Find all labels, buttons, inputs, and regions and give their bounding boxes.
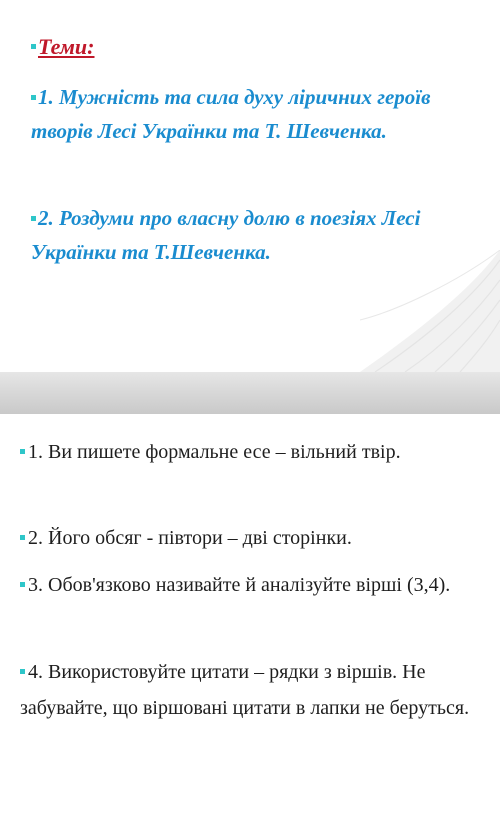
rule-text: 4. Використовуйте цитати – рядки з віршів. Не забувайте, що віршовані цитати в лапки не беруться. xyxy=(20,661,470,719)
rule-text: 2. Його обсяг - півтори – дві сторінки. xyxy=(28,527,352,549)
topic-item xyxy=(31,80,471,148)
rule-text: 3. Обов'язково називайте й аналізуйте вірші (3,4). xyxy=(28,574,451,596)
rule-item xyxy=(20,434,480,470)
bullet-icon xyxy=(20,669,25,674)
topic-text: 1. Мужність та сила духу ліричних героїв творів Лесі Українки та Т. Шевченка. xyxy=(31,85,431,143)
rule-text: 1. Ви пишете формальне есе – вільний твір. xyxy=(28,441,401,463)
topics-heading xyxy=(31,32,471,62)
topic-item xyxy=(31,201,471,269)
bullet-icon xyxy=(31,216,36,221)
topic-text: 2. Роздуми про власну долю в поезіях Лесі Українки та Т.Шевченка. xyxy=(31,206,421,264)
bullet-icon xyxy=(20,582,25,587)
bullet-icon xyxy=(20,449,25,454)
slide-separator xyxy=(0,372,500,414)
bullet-icon xyxy=(20,535,25,540)
slide-topics xyxy=(0,0,500,372)
slide-rules xyxy=(0,414,500,813)
bullet-icon xyxy=(31,95,36,100)
rule-item xyxy=(20,520,480,556)
rule-item xyxy=(20,567,480,603)
topics-heading-text: Теми: xyxy=(38,34,95,59)
bullet-icon xyxy=(31,44,36,49)
rule-item xyxy=(20,654,480,726)
